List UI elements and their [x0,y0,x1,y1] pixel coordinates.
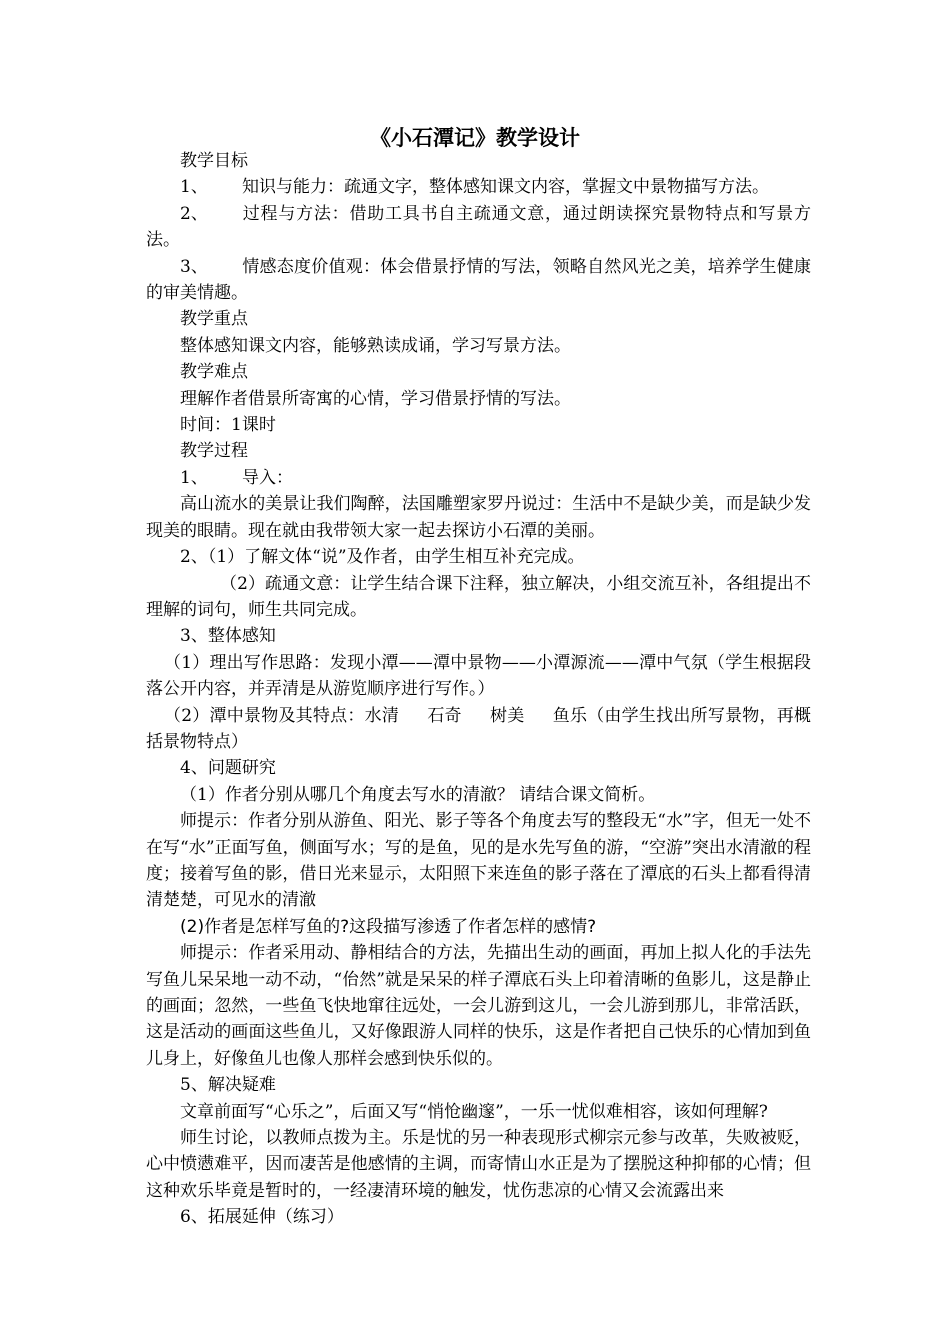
step-1-text: 导入： [242,467,293,488]
key-point-text: 整体感知课文内容，能够熟读成诵，学习写景方法。 [180,335,571,356]
goal-item-3-text: 情感态度价值观：体会借景抒情的写法，领略自然风光之美，培养学生健康的审美情趣。 [146,256,811,304]
process-heading: 教学过程 [180,441,248,462]
question-2: (2)作者是怎样写鱼的?这段描写渗透了作者怎样的感情? [180,916,597,937]
difficulty-heading: 教学难点 [180,362,248,383]
time-line: 时间：1课时 [180,415,276,436]
goal-item-1-number: 1、 [180,177,208,198]
step-6-heading: 6、拓展延伸（练习） [180,1207,344,1228]
scenery-stone: 石奇 [427,705,462,726]
goal-item-2-text: 过程与方法：借助工具书自主疏通文意，通过朗读探究景物特点和写景方法。 [146,203,811,251]
step-4-heading: 4、问题研究 [180,758,276,779]
question-1: （1）作者分别从哪几个角度去写水的清澈？ 请结合课文简析。 [180,784,656,805]
step-3-heading: 3、整体感知 [180,626,276,647]
goal-item-3-number: 3、 [180,256,208,277]
document-body [146,148,811,1231]
scenery-tree: 树美 [489,705,525,726]
goal-heading: 教学目标 [180,151,248,171]
scenery-water: （2）潭中景物及其特点：水清 [164,705,400,726]
scenery-fish: 鱼乐（由学生找出所写景物，再概括景物特点） [146,705,812,752]
difficulty-text: 理解作者借景所寄寓的心情，学习借景抒情的写法。 [180,388,571,409]
goal-item-1 [146,174,811,200]
goal-item-2-number: 2、 [180,203,208,224]
teacher-hint-2: 师提示：作者采用动、静相结合的方法，先描出生动的画面，再加上拟人化的手法先写鱼儿呆呆地一动不动，“佁然”就是呆呆的样子潭底石头上印着清晰的鱼影儿，这是静止的画面；忽然，一些鱼飞快地窜往远处，一会儿游到这儿，一会儿游到那儿，非常活跃，这是活动的画面这些鱼儿，又好像跟游人同样的快乐，这是作者把自己快乐的心情加到鱼儿身上，好像鱼儿也像人那样会感到快乐似的。 [146,943,811,1069]
goal-item-3 [146,254,811,307]
discussion-paragraph: 师生讨论，以教师点拨为主。乐是忧的另一种表现形式柳宗元参与改革，失败被贬，心中愤懑难平，因而凄苦是他感情的主调，而寄情山水正是为了摆脱这种抑郁的心情；但这种欢乐毕竟是暂时的，一经凄清环境的触发，忧伤悲凉的心情又会流露出来 [146,1128,811,1201]
step-2-part-2: （2）疏通文意：让学生结合课下注释，独立解决，小组交流互补，各组提出不理解的词句，师生共同完成。 [146,573,811,620]
document-title: 《小石潭记》教学设计 [370,126,580,150]
step-5-heading: 5、解决疑难 [180,1075,276,1096]
question-3: 文章前面写“心乐之”，后面又写“悄怆幽邃”，一乐一忧似难相容，该如何理解? [180,1101,768,1122]
step-1 [146,465,811,491]
intro-paragraph: 高山流水的美景让我们陶醉，法国雕塑家罗丹说过：生活中不是缺少美，而是缺少发现美的眼睛。现在就由我带领大家一起去探访小石潭的美丽。 [146,494,811,541]
goal-item-1-text: 知识与能力：疏通文字，整体感知课文内容，掌握文中景物描写方法。 [242,177,769,198]
key-point-heading: 教学重点 [180,309,248,330]
goal-item-2 [146,201,811,254]
step-3-part-1: （1）理出写作思路：发现小潭——潭中景物——小潭源流——潭中气氛（学生根据段落公开内容，并弄清是从游览顺序进行写作。） [146,652,811,700]
step-2: 2、（1）了解文体“说”及作者，由学生相互补充完成。 [180,547,585,568]
teacher-hint-1: 师提示：作者分别从游鱼、阳光、影子等各个角度去写的整段无“水”字，但无一处不在写“水”正面写鱼，侧面写水；写的是鱼，见的是水先写鱼的游，“空游”突出水清澈的程度；接着写鱼的影，借日光来显示，太阳照下来连鱼的影子落在了潭底的石头上都看得清清楚楚，可见水的清澈 [146,811,811,911]
step-3-part-2 [146,703,811,756]
step-1-number: 1、 [180,467,208,488]
